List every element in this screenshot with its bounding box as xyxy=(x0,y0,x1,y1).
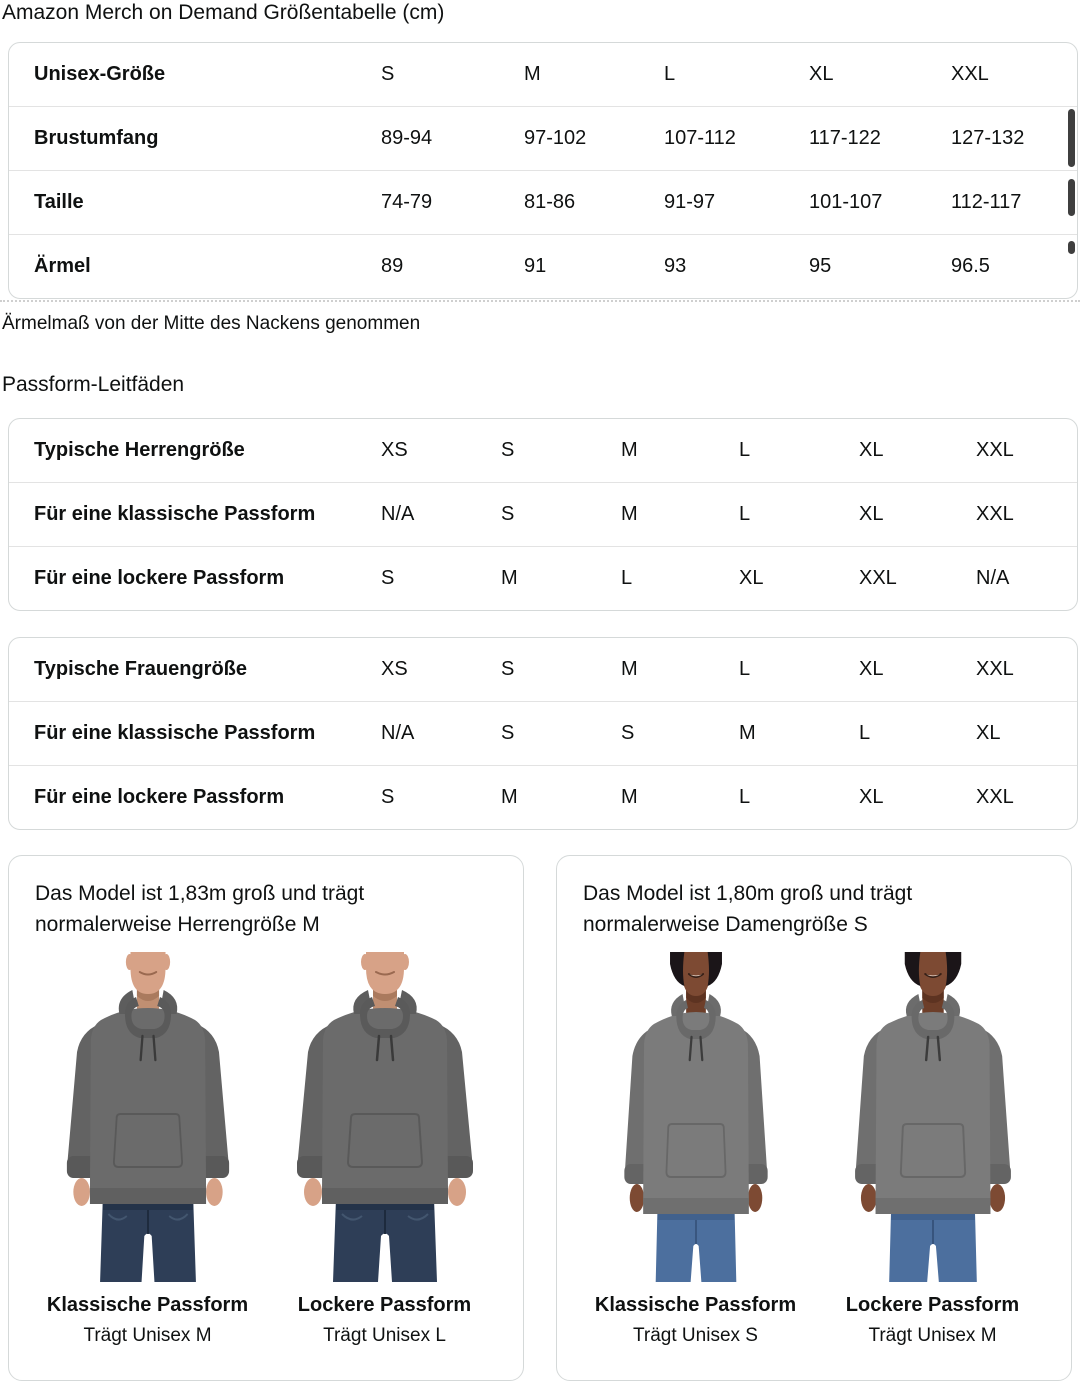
cell-value: 95 xyxy=(809,255,832,277)
cell-value: S xyxy=(621,722,635,744)
row-label: Unisex-Größe xyxy=(34,63,166,85)
cell-value: XXL xyxy=(976,439,1014,461)
cell-value: L xyxy=(739,786,751,808)
cell-value: XXL xyxy=(951,63,989,85)
cell-value: 91-97 xyxy=(664,191,716,213)
caption-fit-label: Klassische Passform xyxy=(46,1294,249,1316)
cell-value: 91 xyxy=(524,255,547,277)
cell-value: M xyxy=(524,63,541,85)
cell-value: XXL xyxy=(859,567,897,589)
cell-value: N/A xyxy=(381,722,415,744)
model-photo-classic xyxy=(593,952,799,1282)
table-row xyxy=(9,482,1077,546)
cell-value: 97-102 xyxy=(524,127,587,149)
cell-value: XXL xyxy=(976,658,1014,680)
cell-value: XXL xyxy=(976,503,1014,525)
cell-value: XS xyxy=(381,658,408,680)
cell-value: 117-122 xyxy=(809,127,881,149)
cell-value: L xyxy=(859,722,871,744)
row-label: Für eine lockere Passform xyxy=(34,567,285,589)
cell-value: M xyxy=(621,439,638,461)
cell-value: 89-94 xyxy=(381,127,433,149)
scrollbar-thumb[interactable] xyxy=(1068,179,1075,216)
caption-fit-label: Klassische Passform xyxy=(594,1294,797,1316)
cell-value: XL xyxy=(859,658,884,680)
cell-value: S xyxy=(501,503,515,525)
cell-value: 89 xyxy=(381,255,404,277)
cell-value: M xyxy=(739,722,756,744)
page-title: Amazon Merch on Demand Größentabelle (cm) xyxy=(2,1,445,24)
cell-value: L xyxy=(739,658,751,680)
model-card-men xyxy=(8,855,524,1381)
cell-value: 101-107 xyxy=(809,191,883,213)
model-figures xyxy=(577,952,1051,1347)
caption-size-label: Trägt Unisex M xyxy=(83,1325,212,1346)
cell-value: S xyxy=(381,786,395,808)
row-label: Für eine klassische Passform xyxy=(34,503,316,525)
row-label: Ärmel xyxy=(34,255,91,277)
dotted-divider xyxy=(0,300,1080,302)
cell-value: S xyxy=(501,658,515,680)
cell-value: S xyxy=(501,722,515,744)
table-row xyxy=(9,701,1077,765)
model-photo-classic xyxy=(42,952,254,1282)
cell-value: M xyxy=(501,567,518,589)
table-row xyxy=(9,170,1077,234)
cell-value: S xyxy=(501,439,515,461)
cell-value: L xyxy=(739,439,751,461)
cell-value: 74-79 xyxy=(381,191,433,213)
figure-classic-fit xyxy=(29,952,266,1347)
caption-size-label: Trägt Unisex S xyxy=(633,1325,758,1346)
cell-value: XXL xyxy=(976,786,1014,808)
caption-size-label: Trägt Unisex M xyxy=(868,1325,997,1346)
scrollbar-thumb[interactable] xyxy=(1068,109,1075,167)
cell-value: S xyxy=(381,63,395,85)
row-label: Für eine klassische Passform xyxy=(34,722,316,744)
table-row xyxy=(9,419,1077,482)
table-row xyxy=(9,106,1077,170)
table-row xyxy=(9,546,1077,610)
cell-value: L xyxy=(621,567,633,589)
figure-loose-fit xyxy=(266,952,503,1347)
model-photo-loose xyxy=(821,952,1045,1282)
cell-value: XL xyxy=(859,439,884,461)
cell-value: 81-86 xyxy=(524,191,576,213)
cell-value: XL xyxy=(976,722,1001,744)
row-label: Taille xyxy=(34,191,84,213)
row-label: Brustumfang xyxy=(34,127,159,149)
table-row xyxy=(9,765,1077,829)
caption-fit-label: Lockere Passform xyxy=(297,1294,472,1316)
model-figures xyxy=(29,952,503,1347)
cell-value: XS xyxy=(381,439,408,461)
figure-loose-fit xyxy=(814,952,1051,1347)
row-label: Typische Frauengröße xyxy=(34,658,248,680)
cell-value: XL xyxy=(859,503,884,525)
fit-guides-title: Passform-Leitfäden xyxy=(2,373,185,396)
fit-table-men xyxy=(8,418,1078,611)
caption-size-label: Trägt Unisex L xyxy=(323,1325,446,1346)
cell-value: L xyxy=(664,63,676,85)
cell-value: L xyxy=(739,503,751,525)
card-description: Das Model ist 1,83m groß und trägt normalerweise Herrengröße M xyxy=(35,882,365,936)
card-description: Das Model ist 1,80m groß und trägt normalerweise Damengröße S xyxy=(583,882,913,936)
cell-value: XL xyxy=(809,63,834,85)
cell-value: 107-112 xyxy=(664,127,736,149)
row-label: Für eine lockere Passform xyxy=(34,786,285,808)
cell-value: 96.5 xyxy=(951,255,990,277)
fit-table-women xyxy=(8,637,1078,830)
table-row xyxy=(9,638,1077,701)
cell-value: 127-132 xyxy=(951,127,1025,149)
cell-value: XL xyxy=(859,786,884,808)
model-photo-loose xyxy=(270,952,500,1282)
figure-classic-fit xyxy=(577,952,814,1347)
cell-value: S xyxy=(381,567,395,589)
cell-value: 93 xyxy=(664,255,687,277)
row-label: Typische Herrengröße xyxy=(34,439,245,461)
cell-value: M xyxy=(621,658,638,680)
scrollbar-thumb[interactable] xyxy=(1068,241,1075,254)
cell-value: M xyxy=(501,786,518,808)
cell-value: M xyxy=(621,503,638,525)
cell-value: N/A xyxy=(381,503,415,525)
model-card-women xyxy=(556,855,1072,1381)
table-row xyxy=(9,43,1077,106)
cell-value: XL xyxy=(739,567,764,589)
size-table xyxy=(8,42,1078,299)
cell-value: 112-117 xyxy=(951,191,1022,213)
caption-fit-label: Lockere Passform xyxy=(845,1294,1020,1316)
sleeve-measure-note: Ärmelmaß von der Mitte des Nackens genommen xyxy=(2,313,421,334)
cell-value: N/A xyxy=(976,567,1010,589)
table-row xyxy=(9,234,1077,298)
cell-value: M xyxy=(621,786,638,808)
